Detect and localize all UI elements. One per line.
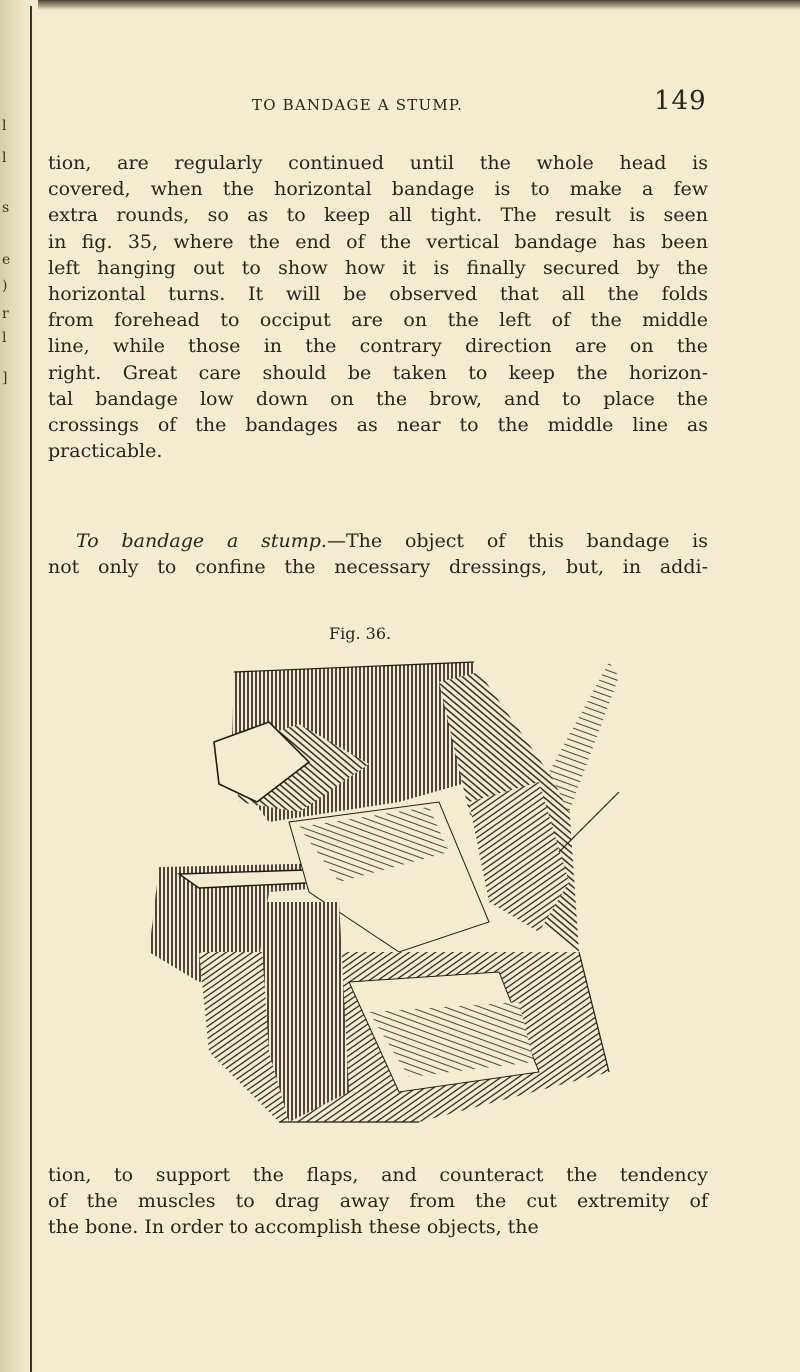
text-line: tion, are regularly continued until the whole head is bbox=[48, 152, 708, 174]
text-line bbox=[48, 528, 708, 554]
text-line: tal bandage low down on the brow, and to place the bbox=[48, 387, 708, 410]
section-heading-italic: To bandage a stump. bbox=[76, 530, 327, 552]
text-line: from forehead to occiput are on the left of the middle bbox=[48, 309, 708, 332]
gutter-binding-line bbox=[30, 6, 32, 1372]
paragraph-stump-intro bbox=[48, 528, 708, 580]
page-number: 149 bbox=[654, 86, 707, 116]
figure-caption: Fig. 36. bbox=[329, 624, 392, 643]
text-line: practicable. bbox=[48, 440, 163, 463]
text-line: crossings of the bandages as near to the middle line as bbox=[48, 414, 708, 437]
margin-edge-char: s bbox=[2, 200, 10, 216]
text-line: horizontal turns. It will be observed that all the folds bbox=[48, 283, 708, 306]
margin-edge-char: l bbox=[2, 150, 7, 166]
margin-edge-char: e bbox=[2, 252, 11, 268]
text-line: the bone. In order to accomplish these objects, the bbox=[48, 1216, 539, 1239]
paragraph-stump-continued bbox=[48, 1162, 708, 1241]
text-line: right. Great care should be taken to keep the horizon- bbox=[48, 361, 708, 384]
figure-bandage-tail bbox=[549, 662, 619, 812]
text-run: —The object of this bandage is bbox=[326, 530, 708, 552]
text-line: left hanging out to show how it is finally secured by the bbox=[48, 256, 708, 279]
page-header bbox=[48, 86, 748, 126]
margin-edge-char: l bbox=[2, 330, 7, 346]
text-line: in fig. 35, where the end of the vertical bandage has been bbox=[48, 230, 708, 253]
text-line: line, while those in the contrary direction are on the bbox=[48, 335, 708, 358]
margin-edge-char: l bbox=[2, 118, 7, 134]
page-top-shadow bbox=[0, 0, 800, 10]
margin-edge-char: ] bbox=[2, 370, 8, 386]
paragraph-head-bandage bbox=[48, 150, 708, 464]
text-line: tion, to support the flaps, and counteract the tendency bbox=[48, 1164, 708, 1186]
text-line: not only to confine the necessary dressings, but, in addi- bbox=[48, 556, 708, 579]
text-line: of the muscles to drag away from the cut extremity of bbox=[48, 1190, 708, 1213]
running-head: TO BANDAGE A STUMP. bbox=[252, 96, 464, 114]
margin-edge-char: r bbox=[2, 306, 9, 322]
text-line: covered, when the horizontal bandage is to make a few bbox=[48, 178, 708, 201]
text-line: extra rounds, so as to keep all tight. The result is seen bbox=[48, 204, 708, 227]
margin-edge-char: ) bbox=[2, 278, 8, 294]
stump-bandage-engraving bbox=[139, 652, 647, 1144]
